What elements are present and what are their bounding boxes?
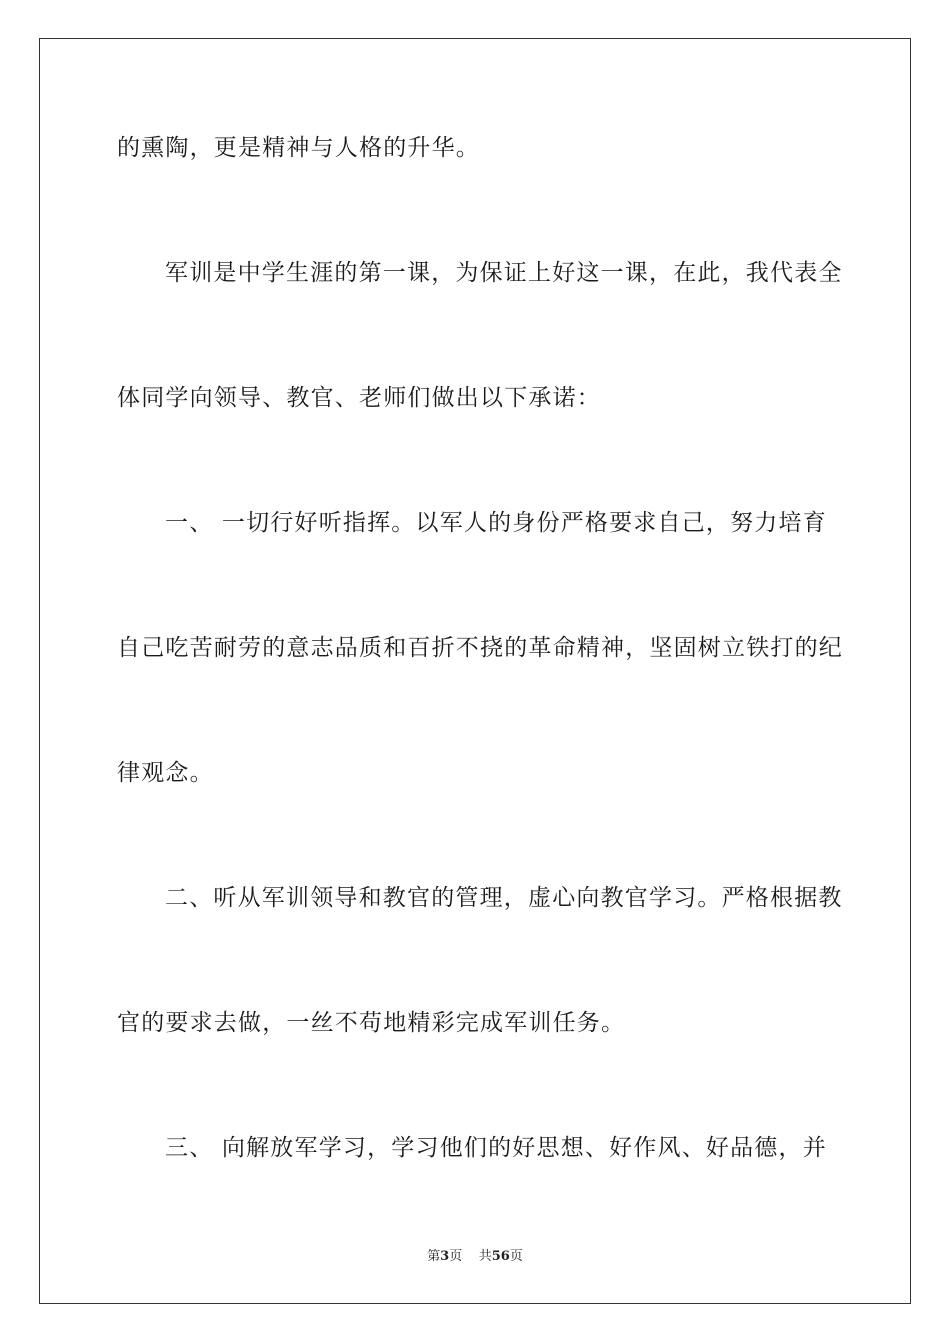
paragraph-line: 一、 一切行好听指挥。以军人的身份严格要求自己，努力培育 [165, 510, 827, 536]
page-frame [39, 38, 911, 1304]
page-footer [0, 1248, 950, 1266]
footer-total-suffix: 页 [509, 1249, 523, 1264]
footer-page-suffix: 页 [449, 1249, 463, 1264]
footer-page-number: 3 [440, 1249, 450, 1264]
paragraph-line: 三、 向解放军学习，学习他们的好思想、好作风、好品德，并 [165, 1135, 827, 1161]
paragraph-line: 二、听从军训领导和教官的管理，虚心向教官学习。严格根据教 [165, 885, 843, 911]
footer-total-pages: 56 [491, 1249, 510, 1264]
paragraph-line: 的熏陶，更是精神与人格的升华。 [117, 135, 480, 161]
paragraph-line: 官的要求去做，一丝不苟地精彩完成军训任务。 [117, 1010, 626, 1036]
footer-total-prefix: 共 [478, 1249, 492, 1264]
paragraph-line: 律观念。 [117, 760, 214, 786]
paragraph-line: 体同学向领导、教官、老师们做出以下承诺： [117, 385, 601, 411]
footer-page-prefix: 第 [427, 1249, 441, 1264]
paragraph-line: 军训是中学生涯的第一课，为保证上好这一课，在此，我代表全 [165, 260, 843, 286]
paragraph-line: 自己吃苦耐劳的意志品质和百折不挠的革命精神，坚固树立铁打的纪 [117, 635, 843, 661]
